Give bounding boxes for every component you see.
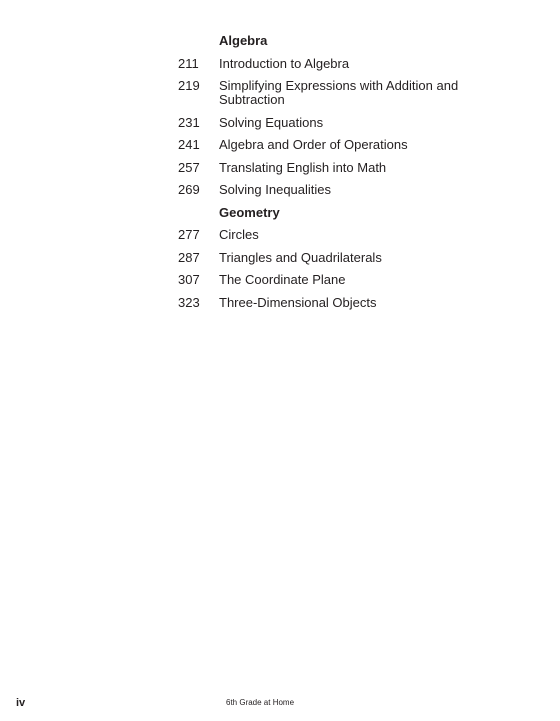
toc-page-number: 269 [178,182,200,197]
toc-entry-title: Three-Dimensional Objects [219,294,377,310]
toc-entry-title: Translating English into Math [219,159,387,175]
toc-entry-title: Introduction to Algebra [219,55,350,71]
toc-section-heading: Algebra [219,33,268,48]
toc-entry [178,183,478,197]
toc-entry [178,296,478,310]
toc-entry [178,57,478,71]
toc-page-number: 231 [178,114,200,130]
toc-entry [178,116,478,130]
toc-entry [178,79,478,107]
toc-entry [178,138,478,152]
toc-page-number: 287 [178,249,200,265]
toc-section-heading: Geometry [219,204,280,220]
toc-page-number: 323 [178,294,200,310]
table-of-contents [178,34,478,318]
toc-entry [178,251,478,265]
toc-entry [178,273,478,287]
toc-entry [178,161,478,175]
toc-entry-title: Solving Inequalities [219,182,332,197]
toc-entry-title: Circles [219,227,259,242]
toc-page-number: 241 [178,137,200,152]
toc-page-number: 211 [178,55,199,71]
page-footer [0,697,560,711]
toc-entry-title: Simplifying Expressions with Addition and Subtraction [219,78,459,107]
toc-entry-title: Solving Equations [219,114,324,130]
toc-entry [178,228,478,242]
footer-book-title: 6th Grade at Home [226,698,295,707]
toc-page-number: 277 [178,227,200,242]
toc-entry-title: Algebra and Order of Operations [219,137,408,152]
toc-entry-title: The Coordinate Plane [219,272,346,287]
toc-page-number: 307 [178,272,200,287]
toc-heading-geometry [178,206,478,220]
toc-heading-algebra [178,34,478,48]
toc-entry-title: Triangles and Quadrilaterals [219,249,382,265]
toc-page-number: 219 [178,78,200,93]
footer-page-number: iv [16,697,26,709]
toc-page-number: 257 [178,159,200,175]
